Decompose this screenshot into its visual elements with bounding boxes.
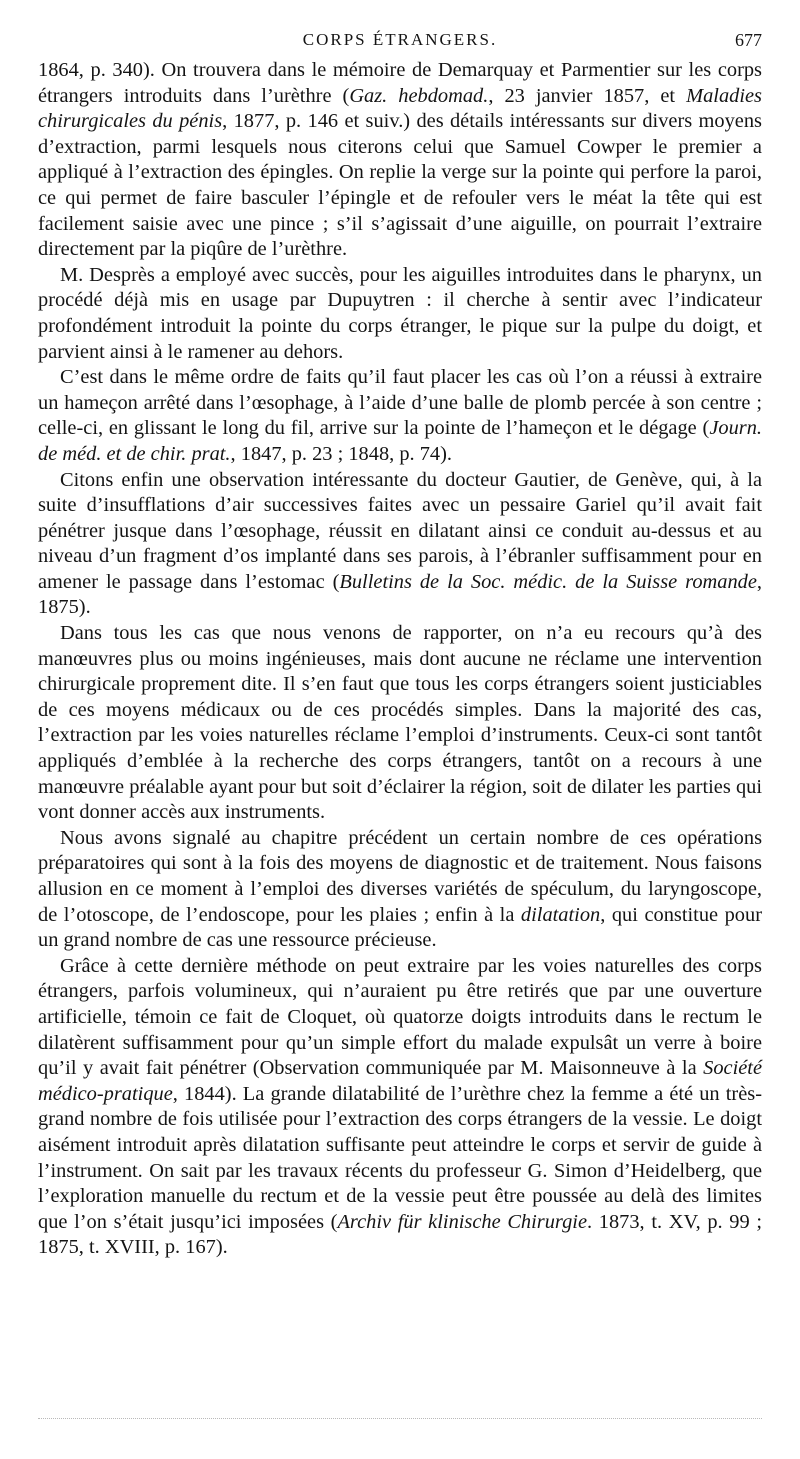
bottom-dotted-rule	[38, 1418, 762, 1419]
running-title: CORPS ÉTRANGERS.	[302, 30, 498, 49]
paragraph	[38, 468, 762, 622]
italic-citation: Archiv für klinische Chirurgie	[337, 1210, 588, 1233]
text-segment: , 1875).	[38, 570, 762, 619]
paragraph	[38, 621, 762, 826]
italic-citation: Maladies chirurgicales du pénis	[38, 84, 762, 133]
text-segment: , 23 janvier 1857, et	[488, 84, 687, 107]
paragraph	[38, 263, 762, 365]
text-segment: 1864, p. 340). On trouvera dans le mémoire de Demarquay et Parmentier sur les corps étrangers introduits dans l’urèthre (	[38, 59, 762, 107]
text-segment: Nous avons signalé au chapitre précédent un certain nombre de ces opérations préparatoires qui sont à la fois des moyens de diagnostic et de traitement. Nous faisons allusion en ce moment à l’emploi des diverses variétés de spéculum, du laryngoscope, de l’otoscope, de l’endoscope, pour les plaies ; enfin à la	[38, 826, 762, 926]
italic-citation: Société médico-pratique	[38, 1057, 762, 1105]
text-segment: Dans tous les cas que nous venons de rapporter, on n’a eu recours qu’à des manœuvres plus ou moins ingénieuses, mais dont aucune ne réclame une intervention chirurgicale proprement dite. Il s’en faut que tous les corps étrangers soient justiciables de ces moyens médicaux ou de ces procédés simples. Dans la majorité des cas, l’extraction par les voies naturelles réclame l’emploi d’instruments. Ceux-ci sont tantôt appliqués d’emblée à la recherche des corps étrangers, tantôt on a recours à une manœuvre préalable ayant pour but soit d’éclairer la région, soit de dilater les parties qui vont donner accès aux instruments.	[38, 622, 762, 824]
italic-citation: Gaz. hebdomad.	[349, 84, 489, 107]
paragraph	[38, 365, 762, 467]
italic-citation: Journ. de méd. et de chir. prat.	[38, 417, 762, 465]
page-header	[38, 0, 762, 58]
body-text	[38, 58, 762, 1261]
text-segment: C’est dans le même ordre de faits qu’il faut placer les cas où l’on a réussi à extraire un hameçon arrêté dans l’œsophage, à l’aide d’une balle de plomb percée à son centre ; celle-ci, en glissant le long du fil, arrive sur la pointe de l’hameçon et le dégage (	[38, 366, 762, 440]
paragraph	[38, 954, 762, 1261]
text-segment: , qui constitue pour un grand nombre de cas une ressource précieuse.	[38, 903, 762, 952]
text-segment: . 1873, t. XV, p. 99 ; 1875, t. XVIII, p. 167).	[38, 1210, 763, 1259]
text-segment: Citons enfin une observation intéressante du docteur Gautier, de Genève, qui, à la suite d’insufflations d’air successives faites avec un pessaire Gariel qu’il avait fait pénétrer jusque dans l’œsophage, réussit en dilatant ainsi ce conduit au-dessus et au niveau d’un fragment d’os implanté dans ses parois, à l’ébranler suffisamment pour en amener le passage dans l’estomac (	[38, 468, 762, 593]
paragraph	[38, 826, 762, 954]
text-segment: M. Desprès a employé avec succès, pour les aiguilles introduites dans le pharynx, un procédé déjà mis en usage par Dupuytren : il cherche à sentir avec l’indicateur profondément introduit la pointe du corps étranger, le pique sur la pulpe du doigt, et parvient ainsi à le ramener au dehors.	[38, 263, 762, 363]
text-segment: , 1844). La grande dilatabilité de l’urèthre chez la femme a été un très-grand nombre de fois utilisée pour l’extraction des corps étrangers de la vessie. Le doigt aisément introduit après dilatation suffisante peut atteindre le corps et servir de guide à l’instrument. On sait par les travaux récents du professeur G. Simon d’Heidelberg, que l’exploration manuelle du rectum et de la vessie peut être poussée au delà des limites que l’on s’était jusqu’ici imposées (	[38, 1082, 762, 1233]
text-segment: , 1847, p. 23 ; 1848, p. 74).	[230, 442, 453, 465]
italic-citation: Bulletins de la Soc. médic. de la Suisse romande	[339, 570, 757, 593]
page-number: 677	[735, 30, 762, 50]
text-segment: , 1877, p. 146 et suiv.) des détails intéressants sur divers moyens d’extraction, parmi lesquels nous citerons celui que Samuel Cowper le premier a appliqué à l’extraction des épingles. On replie la verge sur la pointe qui perfore la paroi, ce qui permet de faire basculer l’épingle et de refouler vers le méat la tête qui est facilement saisie avec une pince ; s’il s’agissait d’une aiguille, on pourrait l’extraire directement par la piqûre de l’urèthre.	[38, 110, 762, 261]
italic-citation: dilatation	[520, 903, 601, 926]
paragraph	[38, 58, 762, 263]
text-segment: Grâce à cette dernière méthode on peut extraire par les voies naturelles des corps étrangers, parfois volumineux, qui n’auraient pu être retirés que par une ouverture artificielle, témoin ce fait de Cloquet, où quatorze doigts introduits dans le rectum le dilatèrent suffisamment pour qu’un simple effort du malade expulsât un verre à boire qu’il y avait fait pénétrer (Observation communiquée par M. Maisonneuve à la	[38, 954, 762, 1080]
